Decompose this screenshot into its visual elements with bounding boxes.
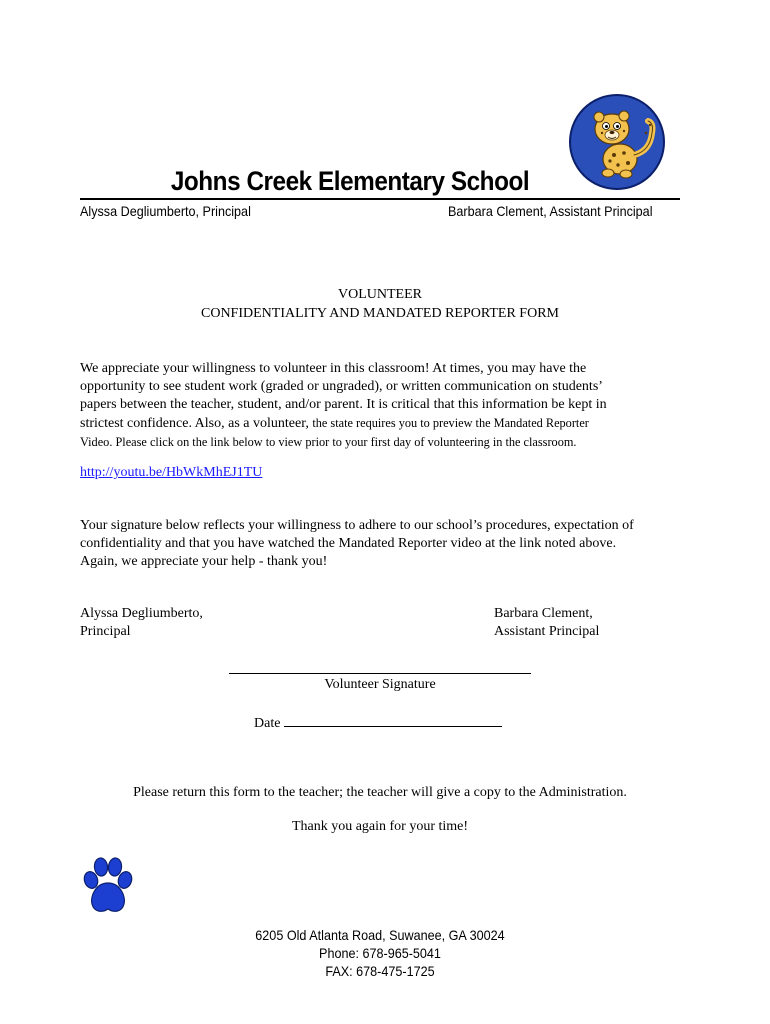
form-title-line2: CONFIDENTIALITY AND MANDATED REPORTER FORM <box>201 306 559 321</box>
signer-right-title: Assistant Principal <box>494 624 600 639</box>
agreement-line-1: Your signature below reflects your willingness to adhere to our school’s procedures, expectation of <box>80 518 634 533</box>
intro-line-2: opportunity to see student work (graded or ungraded), or written communication on students’ <box>80 379 603 394</box>
volunteer-signature-label: Volunteer Signature <box>324 677 436 692</box>
paw-print-icon <box>82 856 134 916</box>
date-field-line[interactable] <box>284 712 502 727</box>
date-label: Date <box>254 716 281 731</box>
signer-right <box>494 605 599 641</box>
form-title-line1: VOLUNTEER <box>338 287 422 302</box>
intro-line-3: papers between the teacher, student, and/or parent. It is critical that this information be kept in <box>80 397 607 412</box>
agreement-paragraph <box>80 517 700 571</box>
mandated-reporter-video-link[interactable]: http://youtu.be/HbWkMhEJ1TU <box>80 465 263 480</box>
intro-paragraph <box>80 360 690 451</box>
principal-name: Alyssa Degliumberto, Principal <box>80 203 251 219</box>
thank-you-note: Thank you again for your time! <box>291 819 469 834</box>
header-divider <box>80 198 680 200</box>
intro-line-4b: the state requires you to preview the Mandated Reporter <box>312 416 589 430</box>
school-name: Johns Creek Elementary School <box>170 166 530 196</box>
assistant-principal-name: Barbara Clement, Assistant Principal <box>448 203 653 219</box>
signer-right-name: Barbara Clement, <box>494 606 593 621</box>
intro-line-1: We appreciate your willingness to volunteer in this classroom! At times, you may have the <box>80 361 587 376</box>
footer-contact <box>38 926 722 980</box>
return-note: Please return this form to the teacher; the teacher will give a copy to the Administration. <box>133 785 627 800</box>
footer-phone: Phone: 678-965-5041 <box>319 945 441 961</box>
agreement-line-2: confidentiality and that you have watched the Mandated Reporter video at the link noted above. <box>80 536 617 551</box>
intro-line-4 <box>80 414 690 433</box>
footer-address: 6205 Old Atlanta Road, Suwanee, GA 30024 <box>255 927 505 943</box>
volunteer-signature-line[interactable] <box>229 673 531 674</box>
agreement-line-3: Again, we appreciate your help - thank you! <box>80 554 328 569</box>
signer-left-title: Principal <box>80 624 131 639</box>
signer-left <box>80 605 203 641</box>
intro-line-5: Video. Please click on the link below to view prior to your first day of volunteering in the classroom. <box>80 435 577 449</box>
signer-left-name: Alyssa Degliumberto, <box>80 606 203 621</box>
intro-line-4a: strictest confidence. Also, as a volunteer, <box>80 416 313 431</box>
footer-fax: FAX: 678-475-1725 <box>325 963 435 979</box>
date-row <box>254 712 502 732</box>
